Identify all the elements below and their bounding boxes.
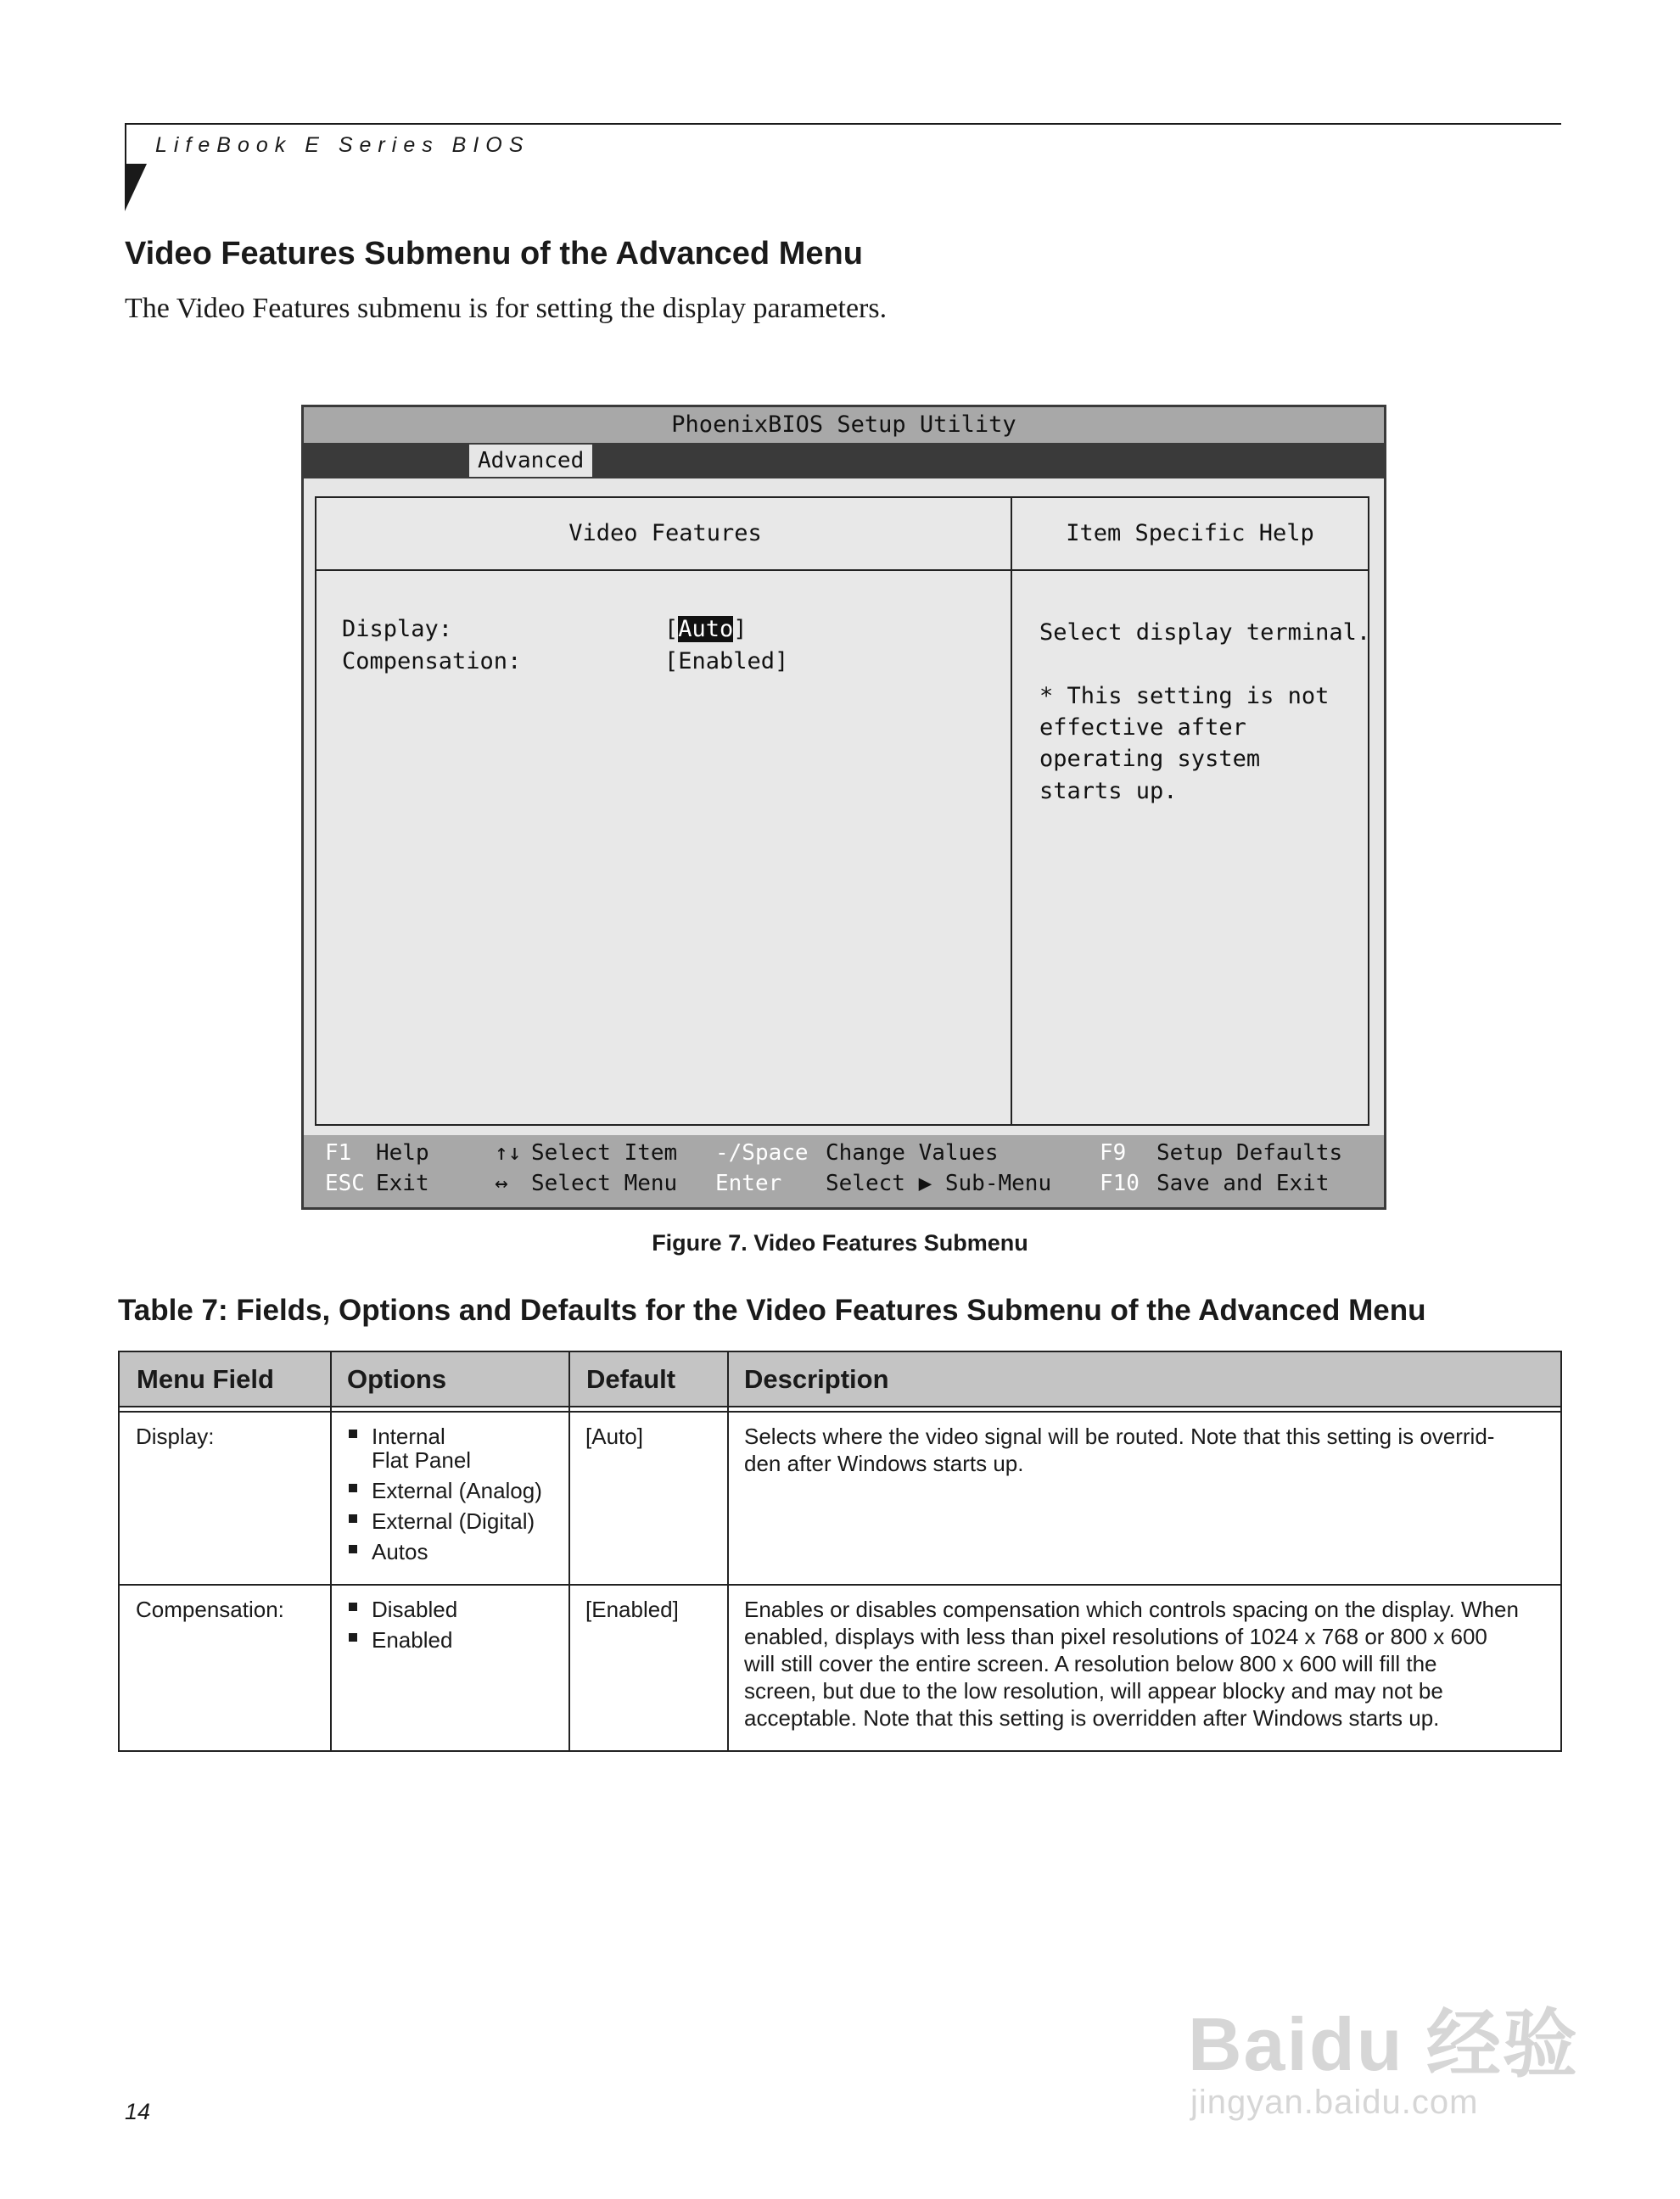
header-default: Default	[586, 1364, 676, 1394]
f10-key: F10	[1100, 1171, 1140, 1196]
option-item: Autos	[372, 1539, 428, 1564]
option-item: Disabled	[372, 1597, 458, 1622]
figure-caption: Figure 7. Video Features Submenu	[652, 1230, 1028, 1256]
enter-key: Enter	[715, 1171, 782, 1196]
row-display-description: den after Windows starts up.	[744, 1451, 1024, 1476]
compensation-field-label[interactable]: Compensation:	[342, 648, 522, 674]
baidu-watermark: Baidu 经验	[1188, 2002, 1579, 2086]
running-header-title: LifeBook E Series BIOS	[155, 133, 530, 157]
select-submenu-label: Select ▶ Sub-Menu	[826, 1171, 1052, 1196]
help-line: * This setting is not	[1039, 683, 1330, 709]
select-menu-label: Select Menu	[531, 1171, 678, 1196]
header-rule	[125, 123, 1561, 125]
f1-label: Help	[376, 1140, 429, 1166]
column-divider	[330, 1352, 332, 1750]
column-divider	[568, 1352, 570, 1750]
row-display-default: [Auto]	[585, 1424, 643, 1449]
display-value-selected[interactable]: Auto	[678, 616, 734, 642]
header-menu-field: Menu Field	[137, 1364, 274, 1394]
page-number: 14	[125, 2099, 151, 2124]
baidu-watermark-url: jingyan.baidu.com	[1190, 2084, 1479, 2121]
f1-key: F1	[325, 1140, 352, 1166]
video-features-pane	[315, 496, 1016, 1126]
option-item: Enabled	[372, 1627, 453, 1653]
help-line: starts up.	[1039, 778, 1178, 804]
space-key: -/Space	[715, 1140, 809, 1166]
row-compensation-description: screen, but due to the low resolution, will appear blocky and may not be	[744, 1678, 1443, 1704]
header-wedge-icon	[125, 164, 147, 211]
row-display-field: Display:	[136, 1424, 215, 1449]
table-header-row	[120, 1352, 1560, 1407]
option-item: External (Analog)	[372, 1478, 542, 1503]
item-help-pane	[1012, 496, 1369, 1126]
save-exit-label: Save and Exit	[1156, 1171, 1330, 1196]
header-options: Options	[347, 1364, 447, 1394]
row-compensation-field: Compensation:	[136, 1597, 284, 1622]
bios-title: PhoenixBIOS Setup Utility	[304, 407, 1384, 443]
esc-key: ESC	[325, 1171, 365, 1196]
row-compensation-description: will still cover the entire screen. A resolution below 800 x 600 will fill the	[744, 1651, 1437, 1676]
setup-defaults-label: Setup Defaults	[1156, 1140, 1343, 1166]
bios-screen	[301, 405, 1386, 1210]
section-title: Video Features Submenu of the Advanced Menu	[125, 236, 863, 271]
table-title: Table 7: Fields, Options and Defaults for the Video Features Submenu of the Advanced Menu	[118, 1294, 1426, 1327]
video-features-title: Video Features	[316, 498, 1014, 571]
esc-label: Exit	[376, 1171, 429, 1196]
bios-status-bar	[304, 1135, 1384, 1207]
header-separator	[120, 1411, 1560, 1413]
fields-table	[118, 1351, 1562, 1752]
column-divider	[727, 1352, 729, 1750]
option-item: External (Digital)	[372, 1508, 535, 1534]
option-item-continued: Flat Panel	[372, 1447, 472, 1473]
change-values-label: Change Values	[826, 1140, 999, 1166]
row-separator	[120, 1584, 1560, 1586]
display-value-close: ]	[733, 616, 748, 642]
leftright-arrows-icon: ↔	[495, 1171, 508, 1196]
select-item-label: Select Item	[531, 1140, 678, 1166]
updown-arrows-icon: ↑↓	[495, 1140, 522, 1166]
item-help-title: Item Specific Help	[1012, 498, 1368, 571]
row-compensation-description: Enables or disables compensation which controls spacing on the display. When	[744, 1597, 1519, 1622]
help-line: effective after	[1039, 714, 1246, 741]
display-field-value[interactable]	[664, 616, 748, 642]
tab-advanced[interactable]: Advanced	[469, 445, 592, 477]
section-intro: The Video Features submenu is for setting the display parameters.	[125, 293, 888, 324]
compensation-field-value[interactable]: [Enabled]	[664, 648, 789, 674]
display-field-label[interactable]: Display:	[342, 616, 453, 642]
row-compensation-description: enabled, displays with less than pixel resolutions of 1024 x 768 or 800 x 600	[744, 1624, 1487, 1649]
display-value-open: [	[664, 616, 679, 642]
f9-key: F9	[1100, 1140, 1127, 1166]
row-compensation-default: [Enabled]	[585, 1597, 679, 1622]
row-display-description: Selects where the video signal will be routed. Note that this setting is overrid-	[744, 1424, 1495, 1449]
option-item: Internal	[372, 1424, 445, 1449]
help-line: operating system	[1039, 746, 1261, 772]
help-line: Select display terminal.	[1039, 619, 1371, 646]
header-description: Description	[744, 1364, 889, 1394]
row-compensation-description: acceptable. Note that this setting is overridden after Windows starts up.	[744, 1705, 1440, 1731]
bios-menubar	[304, 443, 1384, 478]
